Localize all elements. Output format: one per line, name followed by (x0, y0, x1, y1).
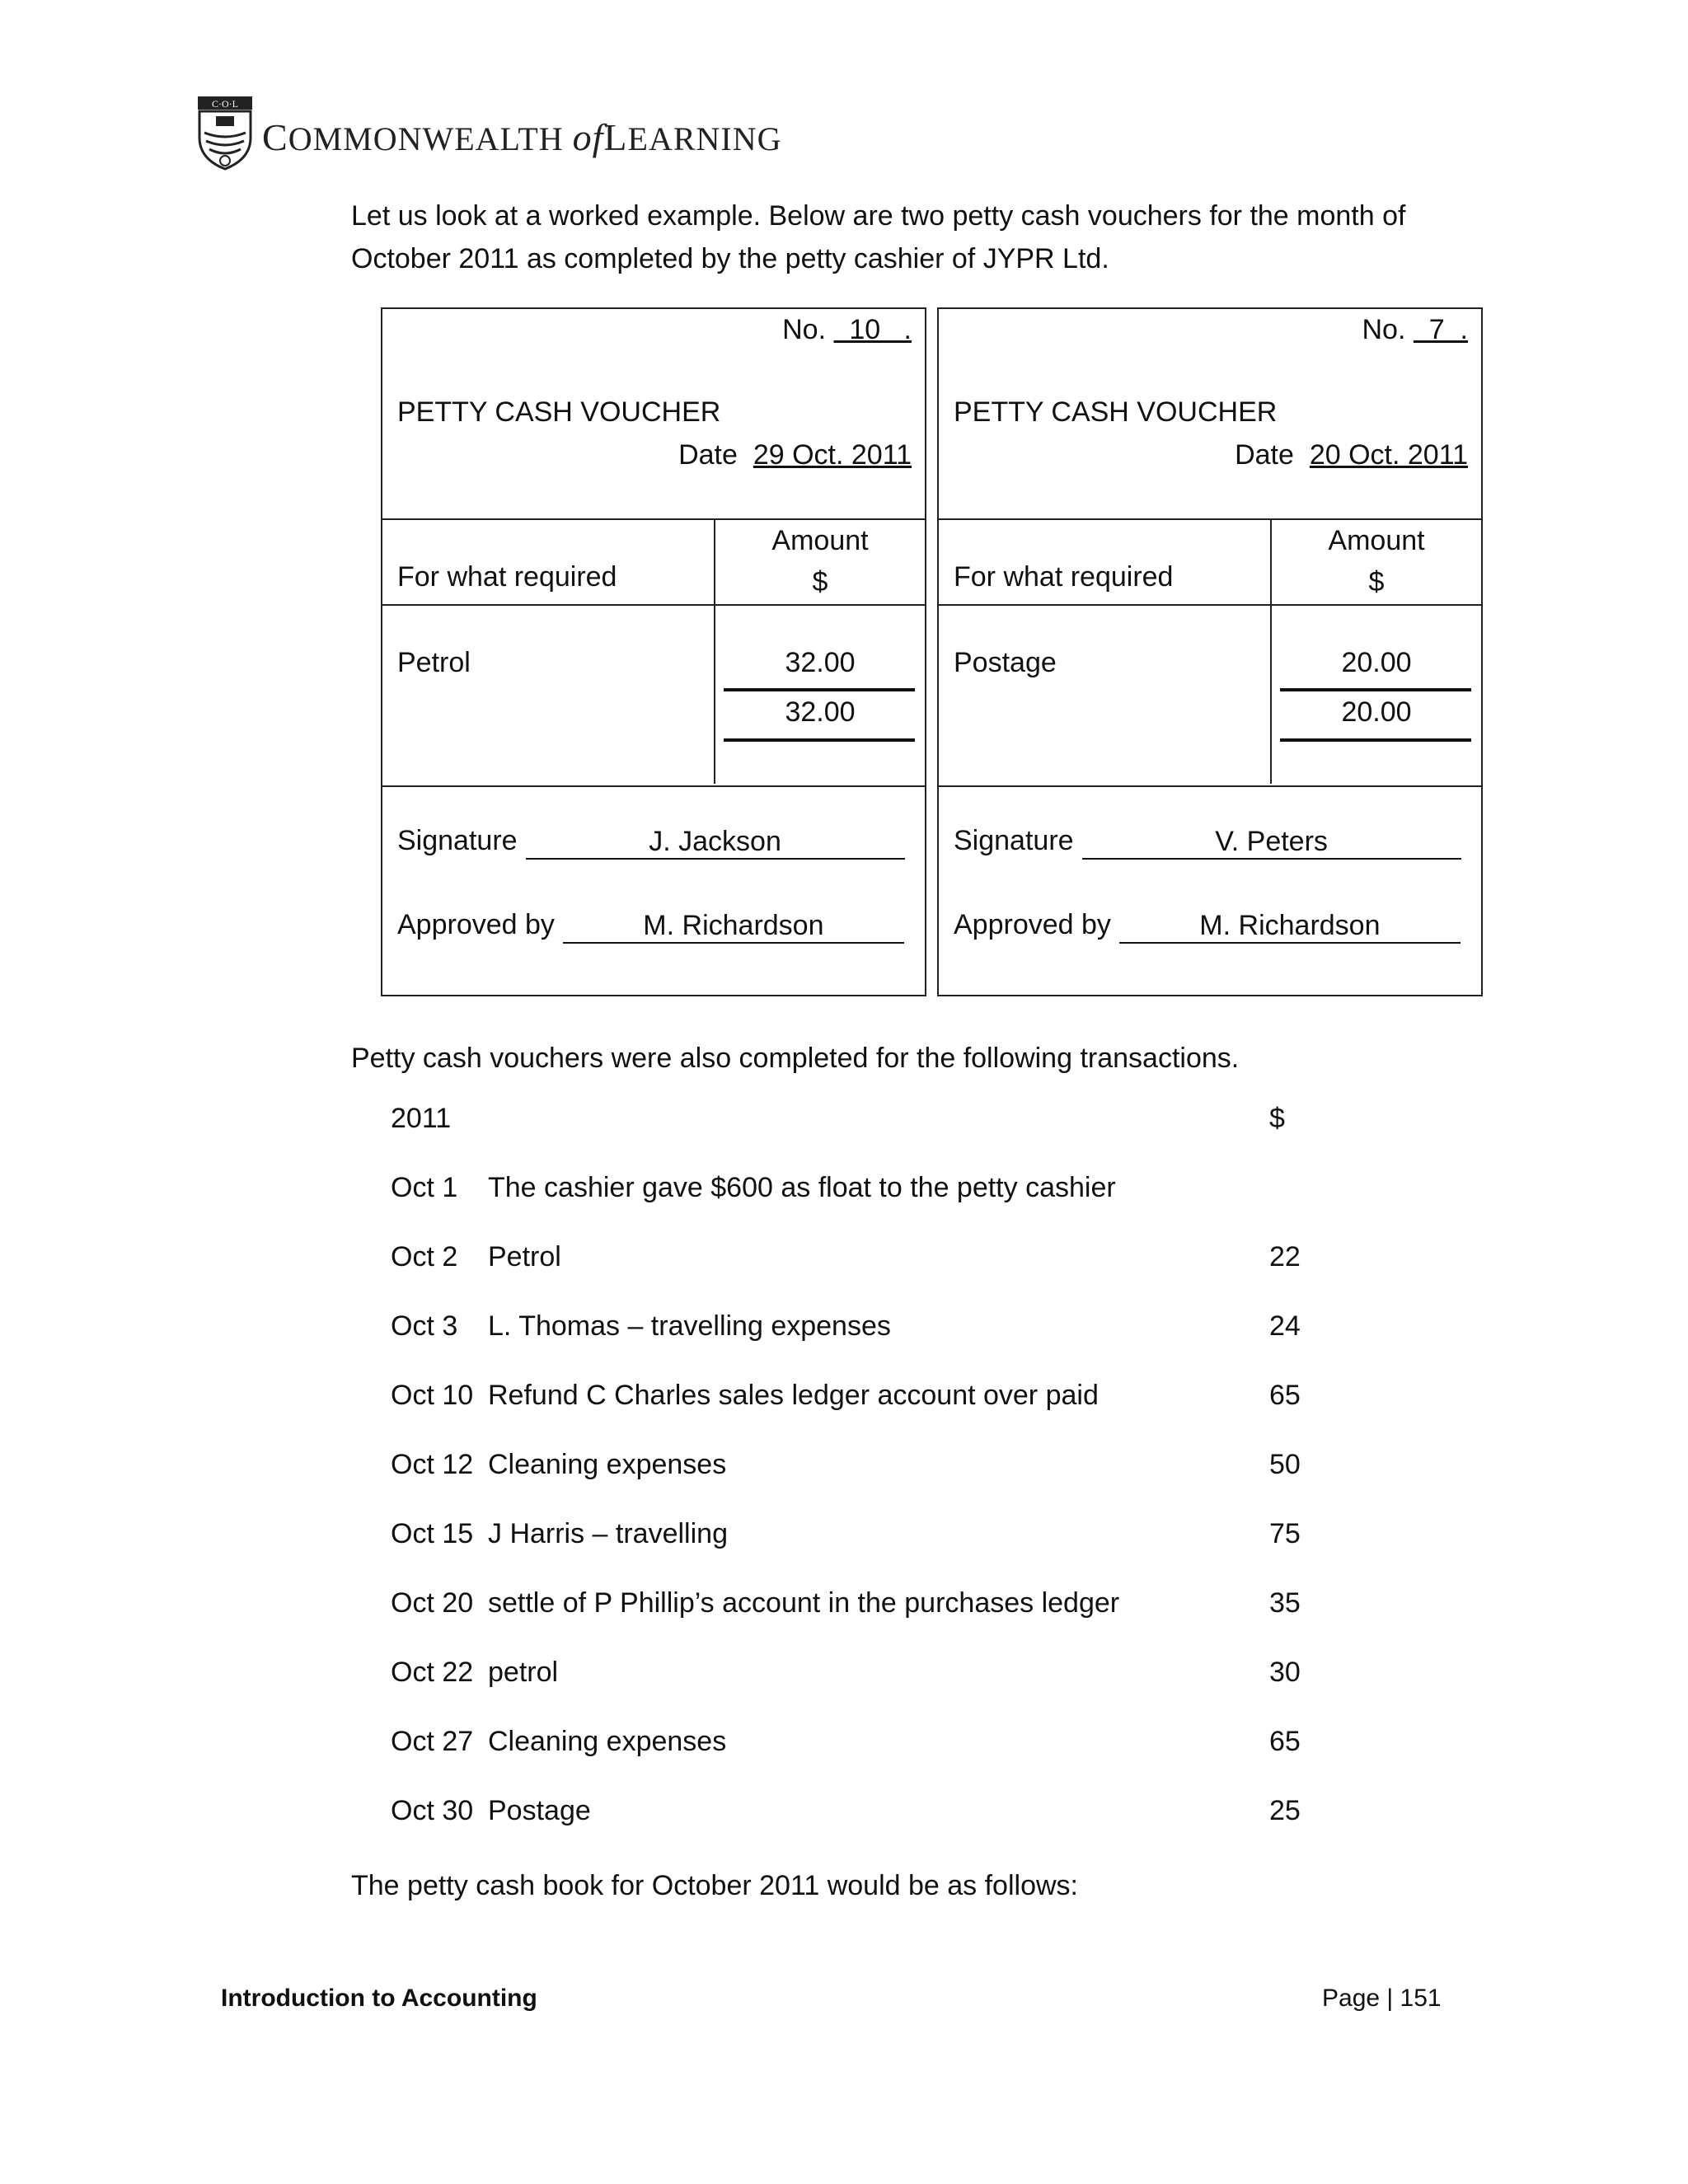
voucher-item: Petrol (397, 647, 471, 678)
voucher-signatures (382, 785, 925, 996)
total-rule (1280, 738, 1471, 742)
currency-label: $ (1269, 1103, 1285, 1134)
voucher-total: 20.00 (1341, 696, 1412, 728)
transactions-intro: Petty cash vouchers were also completed for the following transactions. (351, 1043, 1240, 1074)
voucher-column-headers (382, 520, 925, 606)
col-amount-header: Amount $ (1328, 525, 1425, 598)
petty-cash-voucher-7 (937, 307, 1483, 996)
voucher-amount: 32.00 (785, 647, 856, 678)
voucher-date: Date 20 Oct. 2011 (1235, 439, 1468, 471)
voucher-date: Date 29 Oct. 2011 (678, 439, 912, 471)
voucher-header (939, 309, 1481, 520)
closing-paragraph: The petty cash book for October 2011 would be as follows: (351, 1870, 1078, 1901)
total-rule (724, 738, 915, 742)
voucher-item: Postage (954, 647, 1057, 678)
svg-text:C·O·L: C·O·L (212, 98, 238, 110)
voucher-amount: 20.00 (1341, 647, 1412, 678)
subtotal-rule (724, 688, 915, 691)
petty-cash-voucher-10 (381, 307, 926, 996)
voucher-title: PETTY CASH VOUCHER (954, 396, 1278, 428)
logo-wordmark: COMMONWEALTH ofLEARNING (262, 115, 782, 158)
col-required-header: For what required (954, 561, 1174, 593)
approved-by-line: Approved by M. Richardson (397, 909, 904, 944)
voucher-total: 32.00 (785, 696, 856, 728)
subtotal-rule (1280, 688, 1471, 691)
signature-line: Signature J. Jackson (397, 825, 905, 860)
voucher-column-headers (939, 520, 1481, 606)
voucher-title: PETTY CASH VOUCHER (397, 396, 721, 428)
approved-by-line: Approved by M. Richardson (954, 909, 1461, 944)
year-label: 2011 (391, 1103, 452, 1134)
col-crest-icon (196, 95, 254, 171)
col-amount-header: Amount $ (771, 525, 869, 598)
signature-line: Signature V. Peters (954, 825, 1461, 860)
page-number: Page | 151 (1322, 1985, 1442, 2012)
voucher-number: No. 7 . (1362, 314, 1468, 345)
footer-title: Introduction to Accounting (221, 1985, 537, 2012)
col-required-header: For what required (397, 561, 617, 593)
voucher-signatures (939, 785, 1481, 996)
voucher-header (382, 309, 925, 520)
intro-paragraph: Let us look at a worked example. Below are two petty cash vouchers for the month of October 2011 as completed by the petty cashier of JYPR Ltd. (351, 200, 1406, 274)
commonwealth-of-learning-logo (196, 95, 782, 171)
voucher-number: No. 10 . (782, 314, 912, 345)
